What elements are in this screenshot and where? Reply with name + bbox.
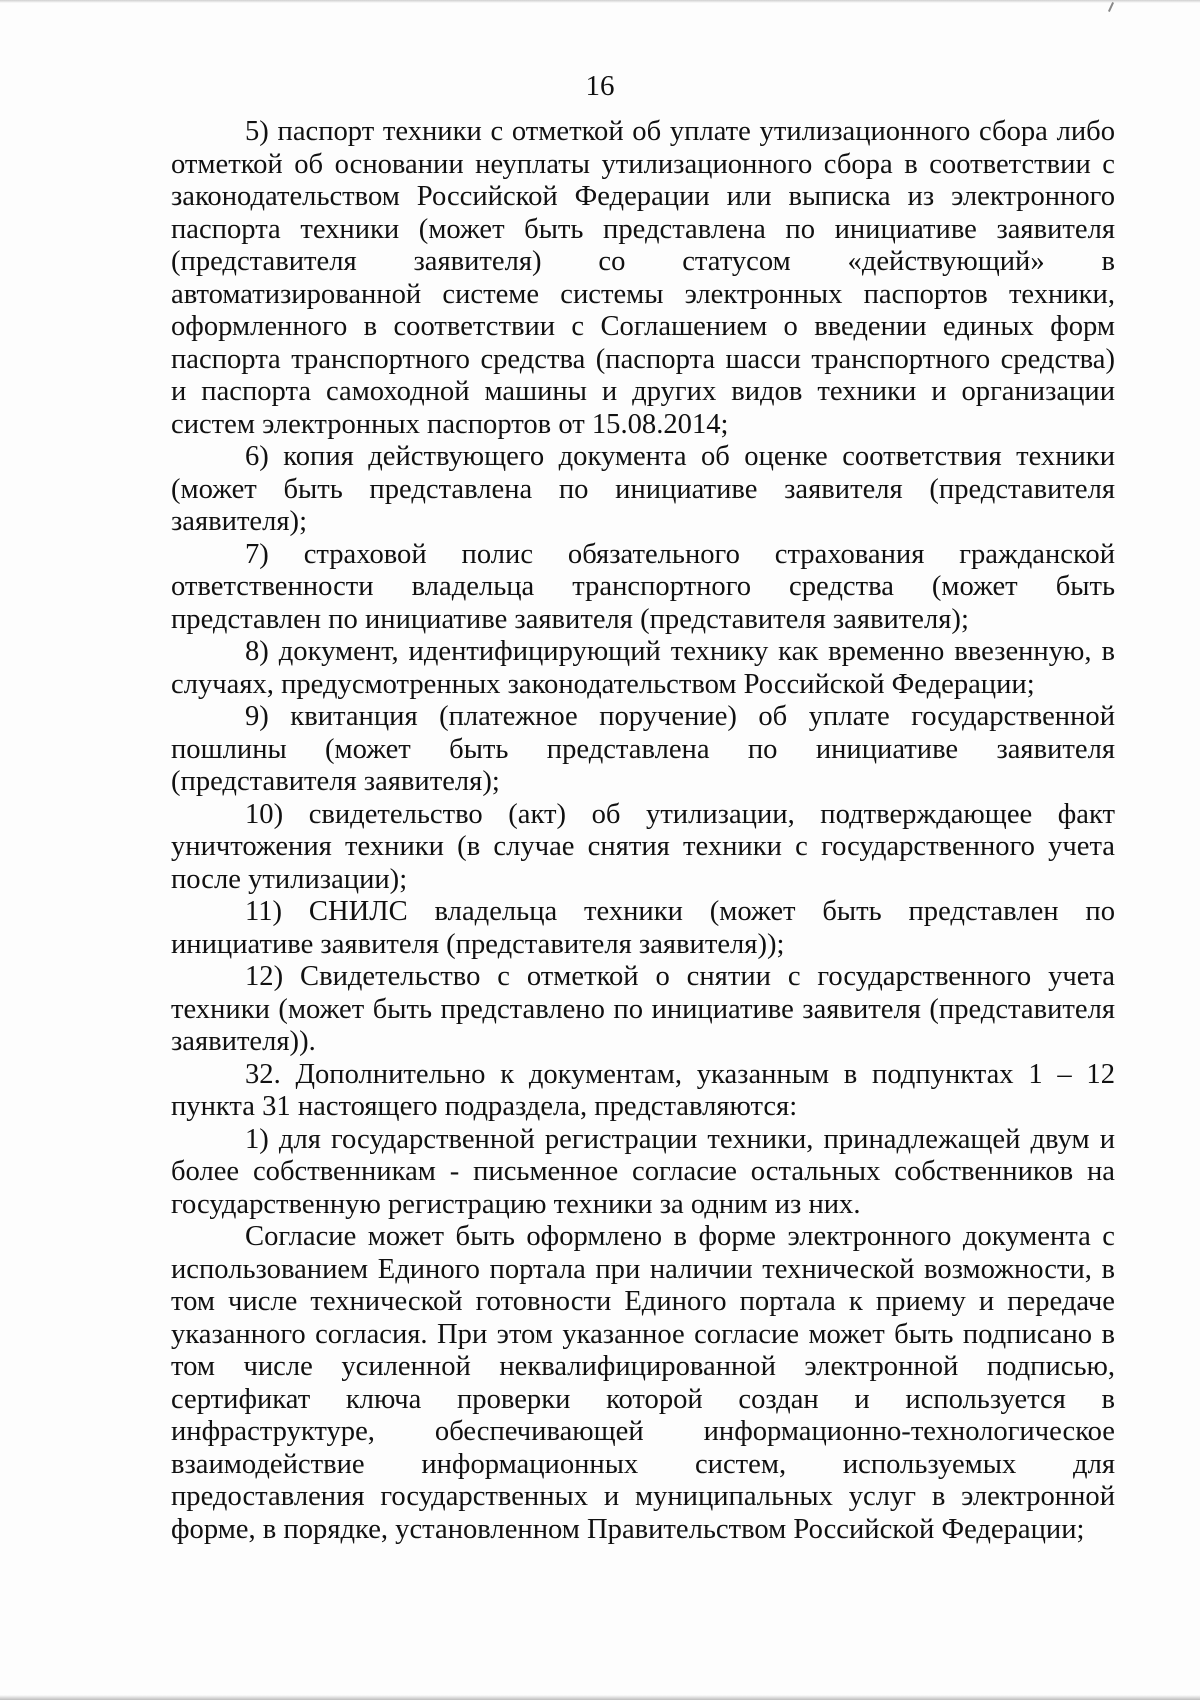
page-number: 16 — [585, 70, 615, 102]
paragraph-consent: Согласие может быть оформлено в форме электронного документа с использованием Единого портала при наличии технической возможности, в том числе технической готовности Единого портала к приему и передаче указанного согласия. При этом указанное согласие может быть подписано в том числе усиленной неквалифицированной электронной подписью, сертификат ключа проверки которой создан и используется в инфраструктуре, обеспечивающей информационно-технологическое взаимодействие информационных систем, используемых для предоставления государственных и муниципальных услуг в электронной форме, в порядке, установленном Правительством Российской Федерации; — [171, 1221, 1115, 1545]
paragraph-item-12: 12) Свидетельство с отметкой о снятии с государственного учета техники (может быть представлено по инициативе заявителя (представителя заявителя)). — [171, 961, 1115, 1057]
scan-mark — [1108, 2, 1114, 12]
paragraph-item-9: 9) квитанция (платежное поручение) об уплате государственной пошлины (может быть представлена по инициативе заявителя (представителя заявителя); — [171, 701, 1115, 797]
paragraph-item-6: 6) копия действующего документа об оценке соответствия техники (может быть представлена по инициативе заявителя (представителя заявителя); — [171, 441, 1115, 537]
scan-edge-bottom — [0, 1695, 1200, 1700]
paragraph-item-8: 8) документ, идентифицирующий технику как временно ввезенную, в случаях, предусмотренных законодательством Российской Федерации; — [171, 636, 1115, 700]
scan-edge-top — [0, 0, 1200, 3]
paragraph-section-32: 32. Дополнительно к документам, указанным в подпунктах 1 – 12 пункта 31 настоящего подраздела, представляются: — [171, 1058, 1115, 1122]
document-body — [171, 116, 1115, 1546]
paragraph-item-5: 5) паспорт техники с отметкой об уплате утилизационного сбора либо отметкой об основании неуплаты утилизационного сбора в соответствии с законодательством Российской Федерации или выписка из электронного паспорта техники (может быть представлена по инициативе заявителя (представителя заявителя) со статусом «действующий» в автоматизированной системе системы электронных паспортов техники, оформленного в соответствии с Соглашением о введении единых форм паспорта транспортного средства (паспорта шасси транспортного средства) и паспорта самоходной машины и других видов техники и организации систем электронных паспортов от 15.08.2014; — [171, 116, 1115, 440]
paragraph-32-item-1: 1) для государственной регистрации техники, принадлежащей двум и более собственникам - письменное согласие остальных собственников на государственную регистрацию техники за одним из них. — [171, 1123, 1115, 1220]
paragraph-item-7: 7) страховой полис обязательного страхования гражданской ответственности владельца транспортного средства (может быть представлен по инициативе заявителя (представителя заявителя); — [171, 538, 1115, 635]
paragraph-item-11: 11) СНИЛС владельца техники (может быть представлен по инициативе заявителя (представителя заявителя)); — [171, 896, 1115, 960]
paragraph-item-10: 10) свидетельство (акт) об утилизации, подтверждающее факт уничтожения техники (в случае снятия техники с государственного учета после утилизации); — [171, 798, 1115, 895]
